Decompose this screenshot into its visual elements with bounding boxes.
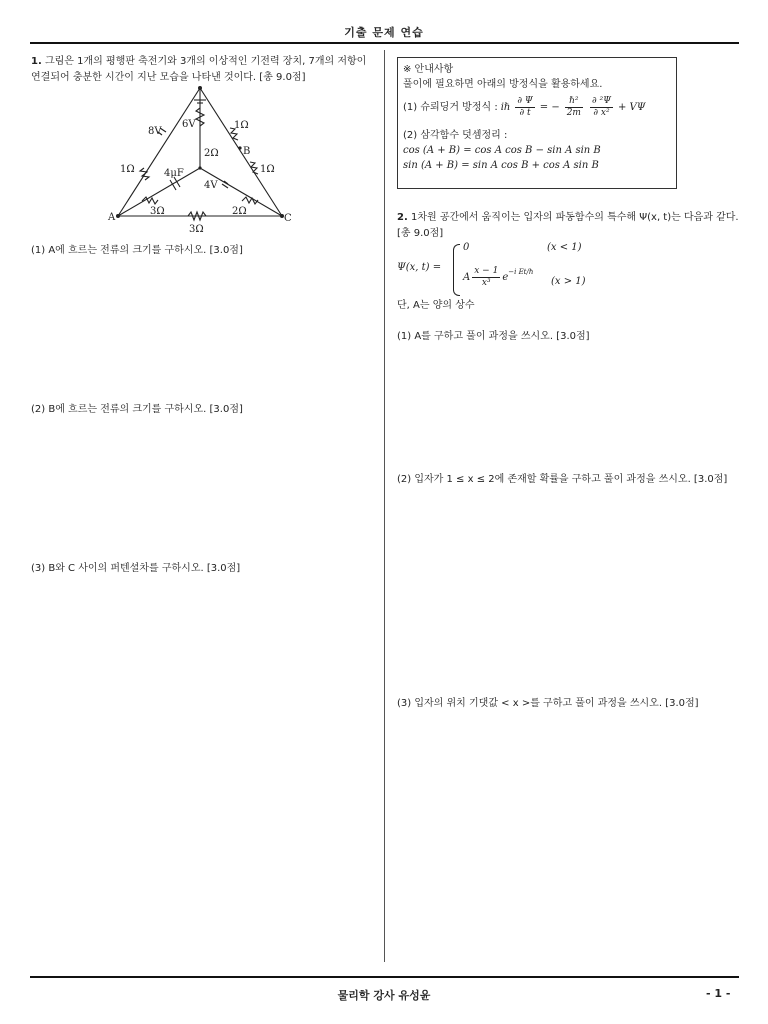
circuit-diagram [100,84,300,234]
problem2-question-2: (2) 입자가 1 ≤ x ≤ 2에 존재할 확률을 구하고 풀이 과정을 쓰시오. [3.0점] [397,474,728,485]
footer-instructor: 물리학 강사 유성윤 [337,989,431,1002]
psi-lhs: Ψ(x, t) = [397,262,442,273]
schrodinger-kinetic-coefficient: $\frac{\text{ℏ²}}{2m}$ [566,95,581,118]
schrodinger-label: (1) 슈뢰딩거 방정식 : [403,101,498,113]
resistor-bottom-left-label: 3Ω [150,206,165,217]
resistor-left-label: 1Ω [120,164,135,175]
resistor-bottom-right-label: 2Ω [232,206,247,217]
schrodinger-equation: (1) 슈뢰딩거 방정식 : iℏ $\frac{\partial \Psi}{\partial t}$ = − $\frac{\text{ℏ²}}{2m}$ $\frac{\text{∂ ²Ψ}}{\text{∂ x²}}$ + VΨ [403,95,646,118]
case1-condition: (x < 1) [547,242,582,253]
trig-cos-identity: cos (A + B) = cos A cos B − sin A sin B [403,145,601,156]
case1-value: 0 [463,242,470,253]
schrodinger-lhs: iℏ [500,101,511,113]
node-b-label: B [243,146,251,157]
emf-4v-label: 4V [204,180,218,191]
node-a-label: A [108,212,116,223]
page-title: 기출 문제 연습 [344,26,424,39]
problem2-statement [397,210,739,242]
problem2-condition: 단, A는 양의 상수 [397,300,475,311]
case2-expression [463,266,533,289]
piecewise-brace [453,244,460,296]
problem1-question-3: (3) B와 C 사이의 퍼텐셜차를 구하시오. [3.0점] [31,563,241,574]
footer-rule [30,976,739,978]
resistor-top-right-label: 1Ω [234,120,249,131]
capacitor-label: 4μF [164,168,184,179]
problem1-statement [31,54,371,86]
case2-coefficient: A [463,272,471,283]
resistor-center-label: 2Ω [204,148,219,159]
emf-6v-label: 6V [182,119,196,130]
problem2-text: 1차원 공간에서 움직이는 입자의 파동함수의 특수해 Ψ(x, t)는 다음과 같다. [총 9.0점] [397,212,739,239]
case2-condition: (x > 1) [551,276,586,287]
problem1-question-2: (2) B에 흐르는 전류의 크기를 구하시오. [3.0점] [31,404,243,415]
case2-exponential: e [502,272,509,283]
node-c-label: C [284,213,292,224]
problem2-question-1: (1) A를 구하고 풀이 과정을 쓰시오. [3.0점] [397,331,590,342]
header-rule [30,42,739,44]
schrodinger-space-derivative: $\frac{\text{∂ ²Ψ}}{\text{∂ x²}}$ [591,95,611,118]
schrodinger-time-derivative: $\frac{\partial \Psi}{\partial t}$ [517,95,533,118]
notice-title: ※ 안내사항 [403,64,454,75]
notice-intro: 풀이에 필요하면 아래의 방정식을 활용하세요. [403,79,603,90]
notice-box [397,57,677,189]
case2-fraction: $\frac{x - 1}{\text{x³}}$ [474,266,499,288]
problem1-text: 그림은 1개의 평행판 축전기와 3개의 이상적인 기전력 장치, 7개의 저항이 연결되어 충분한 시간이 지난 모습을 나타낸 것이다. [총 9.0점] [31,56,367,83]
problem1-number: 1. [31,56,42,67]
schrodinger-potential-term: + VΨ [617,101,646,113]
resistor-right-label: 1Ω [260,164,275,175]
page-number: - 1 - [706,987,731,1000]
problem2-number: 2. [397,212,408,223]
trig-sin-identity: sin (A + B) = sin A cos B + cos A sin B [403,160,599,171]
wavefunction-definition [397,240,737,300]
problem2-question-3: (3) 입자의 위치 기댓값 < x >를 구하고 풀이 과정을 쓰시오. [3.0점] [397,698,699,709]
resistor-base-label: 3Ω [189,224,204,234]
case2-exponent: −i Et/ℏ [508,267,534,276]
emf-8v-label: 8V [148,126,162,137]
problem1-question-1: (1) A에 흐르는 전류의 크기를 구하시오. [3.0점] [31,245,243,256]
column-divider [384,50,385,962]
trig-label: (2) 삼각함수 덧셈정리 : [403,130,508,141]
